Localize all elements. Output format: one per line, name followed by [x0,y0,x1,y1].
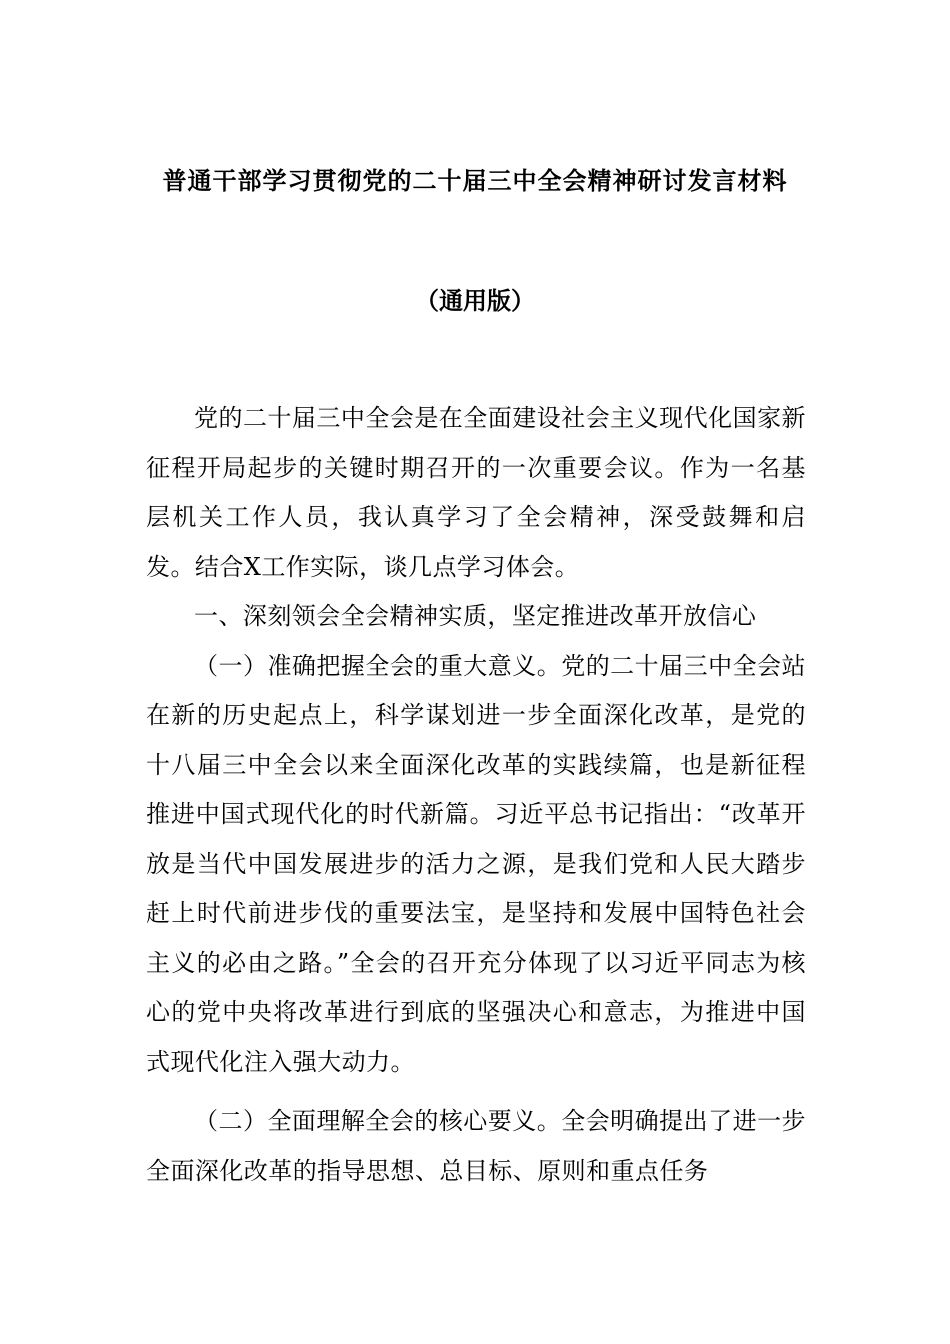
paragraph-section-1-1: （一）准确把握全会的重大意义。党的二十届三中全会站在新的历史起点上，科学谋划进一步全面深化改革，是党的十八届三中全会以来全面深化改革的实践续篇，也是新征程推进中国式现代化的时代新篇。习近平总书记指出：“改革开放是当代中国发展进步的活力之源，是我们党和人民大踏步赶上时代前进步伐的重要法宝，是坚持和发展中国特色社会主义的必由之路。”全会的召开充分体现了以习近平同志为核心的党中央将改革进行到底的坚强决心和意志，为推进中国式现代化注入强大动力。 [146,651,806,1076]
document-subtitle: （通用版） [415,286,535,315]
paragraph-intro: 党的二十届三中全会是在全面建设社会主义现代化国家新征程开局起步的关键时期召开的一次重要会议。作为一名基层机关工作人员，我认真学习了全会精神，深受鼓舞和启发。结合X工作实际，谈几点学习体会。 [146,404,806,581]
document-title: 普通干部学习贯彻党的二十届三中全会精神研讨发言材料 [162,166,788,195]
paragraph-section-1-2: （二）全面理解全会的核心要义。全会明确提出了进一步全面深化改革的指导思想、总目标、原则和重点任务 [146,1107,806,1185]
section-heading-1: 一、深刻领会全会精神实质，坚定推进改革开放信心 [194,602,757,630]
document-body [146,394,806,1196]
